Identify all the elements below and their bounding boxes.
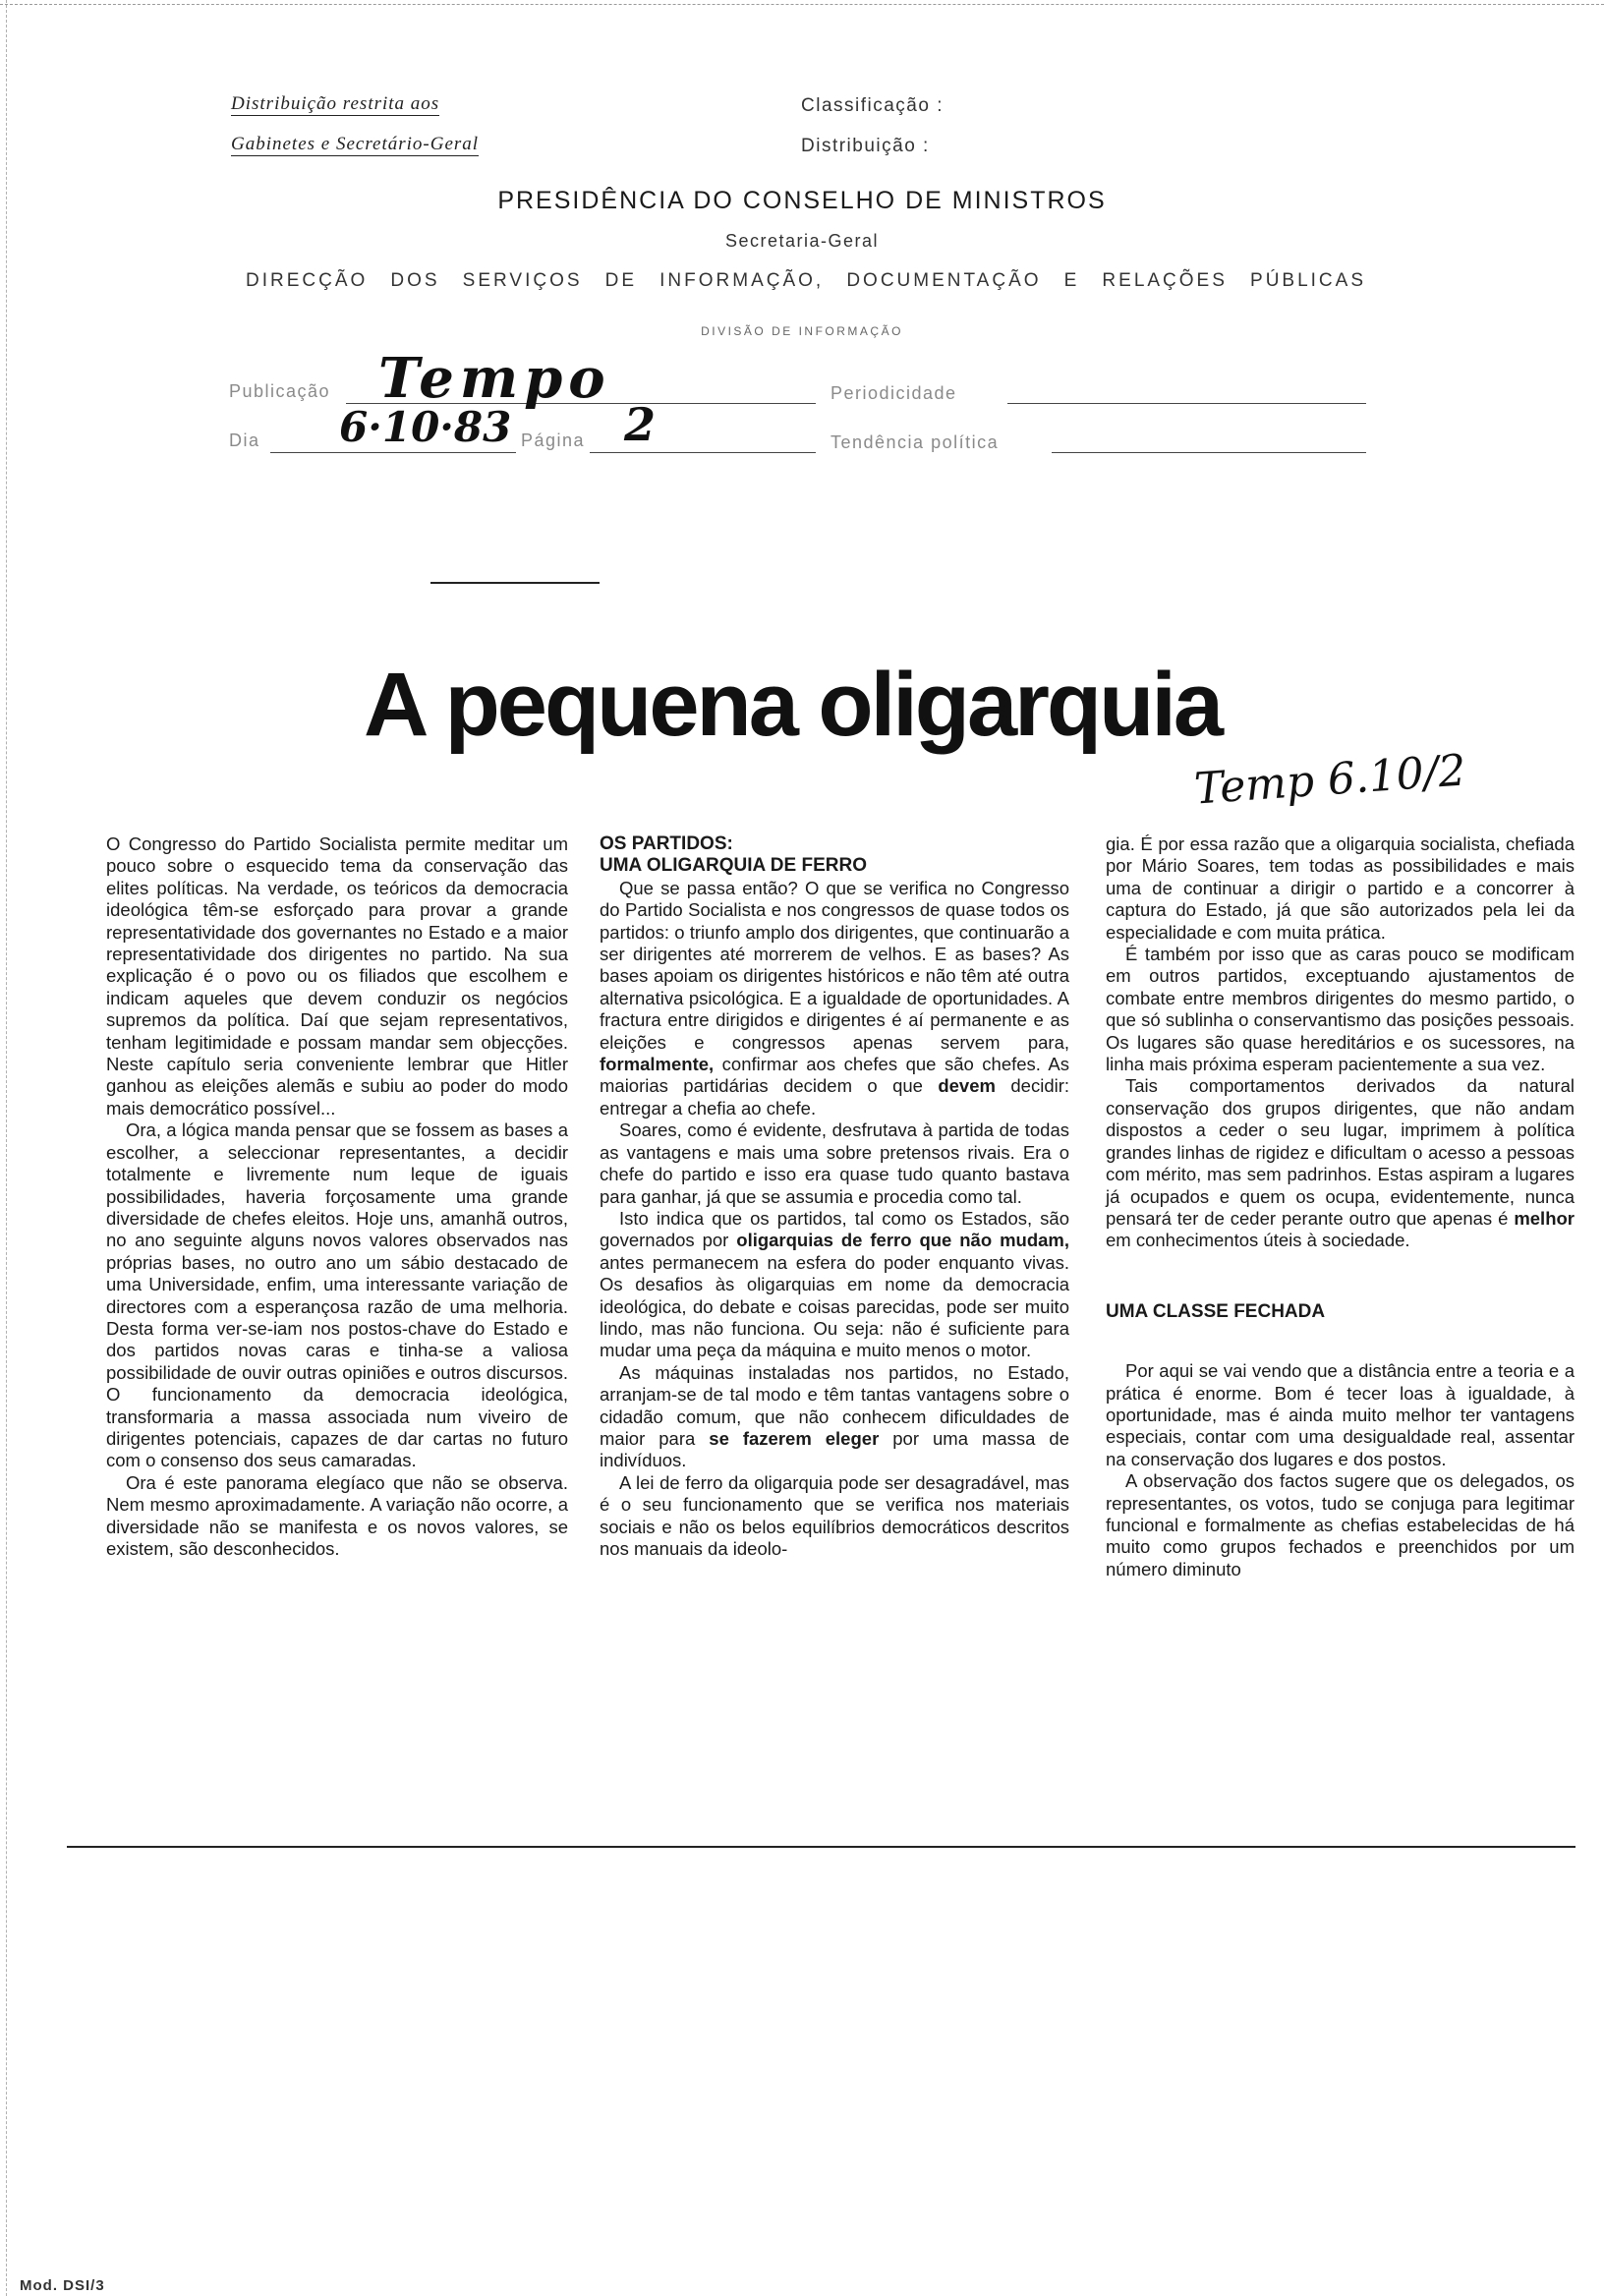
distribuicao-label: Distribuição : [801, 136, 930, 156]
pagina-line [590, 452, 816, 453]
pagina-label: Página [521, 430, 586, 450]
col3-paragraph-4: Por aqui se vai vendo que a distância entre a teoria e a prática é enorme. Bom é tecer loas à igualdade, à oportunidade, mas é ainda muito melhor ter vantagens especiais, contar com uma desigualdade real, assentar na conservação dos lugares e dos postos. [1106, 1360, 1575, 1469]
article-column-2 [600, 833, 1069, 1560]
tendencia-politica-label: Tendência política [831, 432, 1000, 452]
article-title: A pequena oligarquia [364, 655, 1222, 755]
col1-paragraph-3: Ora é este panorama elegíaco que não se observa. Nem mesmo aproximadamente. A variação não ocorre, a diversidade não se manifesta e os novos valores, se existem, são desconhecidos. [106, 1471, 568, 1559]
secretaria-geral: Secretaria-Geral [724, 231, 880, 251]
periodicidade-label: Periodicidade [831, 383, 957, 403]
col2-paragraph-3: Isto indica que os partidos, tal como os Estados, são governados por oligarquias de ferro que não mudam, antes permanecem na esfera do poder enquanto vivas. Os desafios às oligarquias em nome da democracia ideológica, do debate e coisas parecidas, pode ser muito lindo, mas não funciona. Ou seja: não é suficiente para mudar uma peça da máquina e muito menos o motor. [600, 1207, 1069, 1361]
col2-section-heading-1: OS PARTIDOS: [600, 833, 733, 854]
col2-paragraph-2: Soares, como é evidente, desfrutava à partida de todas as vantagens e mais uma sobre pretensos rivais. Era o chefe do partido e isso era quase tudo quanto bastava para ganhar, já que se assumia e procedia como tal. [600, 1119, 1069, 1207]
article-bottom-rule [67, 1846, 1575, 1848]
handwritten-source-note: Temp 6.10/2 [1192, 745, 1468, 815]
direccao-servicos: DIRECÇÃO DOS SERVIÇOS DE INFORMAÇÃO, DOCUMENTAÇÃO E RELAÇÕES PÚBLICAS [246, 270, 1366, 291]
distribution-restriction-line1: Distribuição restrita aos [231, 93, 440, 114]
form-code-footer: Mod. DSI/3 [20, 2277, 105, 2294]
publicacao-label: Publicação [229, 381, 331, 401]
col2-paragraph-5: A lei de ferro da oligarquia pode ser desagradável, mas é o seu funcionamento que se verifica nos materiais sociais e não os belos equilíbrios democráticos descritos nos manuais da ideolo- [600, 1471, 1069, 1559]
col2-paragraph-1: Que se passa então? O que se verifica no Congresso do Partido Socialista e nos congressos de quase todos os partidos: o triunfo amplo dos dirigentes, que continuarão a ser dirigentes até morrerem de velhos. E as bases? As bases apoiam os dirigentes históricos e não têm até outra alternativa psicológica. E a igualdade de oportunidades. A fractura entre dirigidos e dirigentes é aí permanente e as eleições e congressos apenas servem para, formalmente, confirmar aos chefes que são chefes. As maiorias partidárias decidem o que devem decidir: entregar a chefia ao chefe. [600, 877, 1070, 1119]
col3-paragraph-2: É também por isso que as caras pouco se modificam em outros partidos, exceptuando ajustamentos de combate entre membros dirigentes do mesmo partido, o que só sublinha o conservantismo das posições pessoais. Os lugares são quase hereditários e os sucessores, na linha mais próxima esperam pacientemente a sua vez. [1106, 944, 1575, 1075]
col3-paragraph-5: A observação dos factos sugere que os delegados, os representantes, os votos, tudo se conjuga para legitimar funcional e formalmente as chefias estabelecidas de há muito como grupos fechados e preenchidos por um número diminuto [1106, 1470, 1575, 1579]
dia-label: Dia [229, 430, 260, 450]
col3-paragraph-3: Tais comportamentos derivados da natural conservação dos grupos dirigentes, que não andam dispostos a ceder o seu lugar, imprimem à política grandes linhas de rigidez e dificultam o acesso a pessoas com mérito, mas sem padrinhos. Estas aspiram a lugares já ocupados e quem os ocupa, evidentemente, nunca pensará ter de ceder perante outro que apenas é melhor em conhecimentos úteis à sociedade. [1106, 1075, 1575, 1251]
dia-handwritten-value: 6·10·83 [339, 403, 512, 451]
scan-left-border [6, 0, 7, 2296]
divisao-informacao: DIVISÃO DE INFORMAÇÃO [701, 324, 903, 338]
separator-short-rule [430, 582, 600, 584]
tendencia-politica-line [1052, 452, 1366, 453]
publicacao-handwritten-value: Tempo [378, 346, 611, 411]
col1-paragraph-1: O Congresso do Partido Socialista permite meditar um pouco sobre o esquecido tema da conservação das elites políticas. Na verdade, os teóricos da democracia ideológica têm-se esforçado para provar a grande representatividade dos governantes no Estado e a maior representatividade dos dirigentes no partido. Na sua explicação é o povo ou os filiados que escolhem e indicam aqueles que devem conduzir os negócios supremos da política. Daí que sejam representativos, tenham legitimidade e possam mandar sem objecções. Neste capítulo seria conveniente lembrar que Hitler ganhou as eleições alemãs e subiu ao poder do modo mais democrático possível... [106, 833, 568, 1119]
pagina-handwritten-value: 2 [624, 398, 657, 451]
col2-section-heading-2: UMA OLIGARQUIA DE FERRO [600, 855, 867, 877]
dia-line [270, 452, 516, 453]
col3-paragraph-1: gia. É por essa razão que a oligarquia socialista, chefiada por Mário Soares, tem todas as possibilidades e mais uma de continuar a dirigir o partido e a concorrer à captura do Estado, já que são autorizados pela lei da especialidade e com muita prática. [1106, 833, 1575, 943]
col3-section-heading: UMA CLASSE FECHADA [1106, 1300, 1326, 1322]
distribution-restriction-line2: Gabinetes e Secretário-Geral [231, 134, 480, 154]
periodicidade-line [1007, 403, 1366, 404]
col2-paragraph-4: As máquinas instaladas nos partidos, no Estado, arranjam-se de tal modo e têm tantas vantagens sobre o cidadão comum, que não conhecem dificuldades de maior para se fazerem eleger por uma massa de indivíduos. [600, 1361, 1070, 1471]
scan-top-border [0, 4, 1604, 5]
classificacao-label: Classificação : [801, 95, 944, 116]
article-column-1 [106, 833, 568, 1560]
article-column-3 [1106, 833, 1575, 1580]
col1-paragraph-2: Ora, a lógica manda pensar que se fossem as bases a escolher, a seleccionar representantes, a decidir totalmente e livremente num leque de iguais possibilidades, haveria forçosamente uma grande diversidade de chefes eleitos. Hoje uns, amanhã outros, no ano seguinte alguns novos valores observados nas próprias bases, no outro ano um sábio destacado de uma Universidade, enfim, uma interessante variação de directores com a esperançosa razão de uma melhoria. Desta forma ver-se-iam nos postos-chave do Estado e dos partidos novas caras e tinha-se a valiosa possibilidade de ouvir outras opiniões e outros discursos. O funcionamento da democracia ideológica, transformaria a massa associada num viveiro de dirigentes potenciais, capazes de dar cartas no futuro com o consenso dos seus camaradas. [106, 1119, 568, 1471]
presidencia-heading: PRESIDÊNCIA DO CONSELHO DE MINISTROS [497, 187, 1107, 214]
